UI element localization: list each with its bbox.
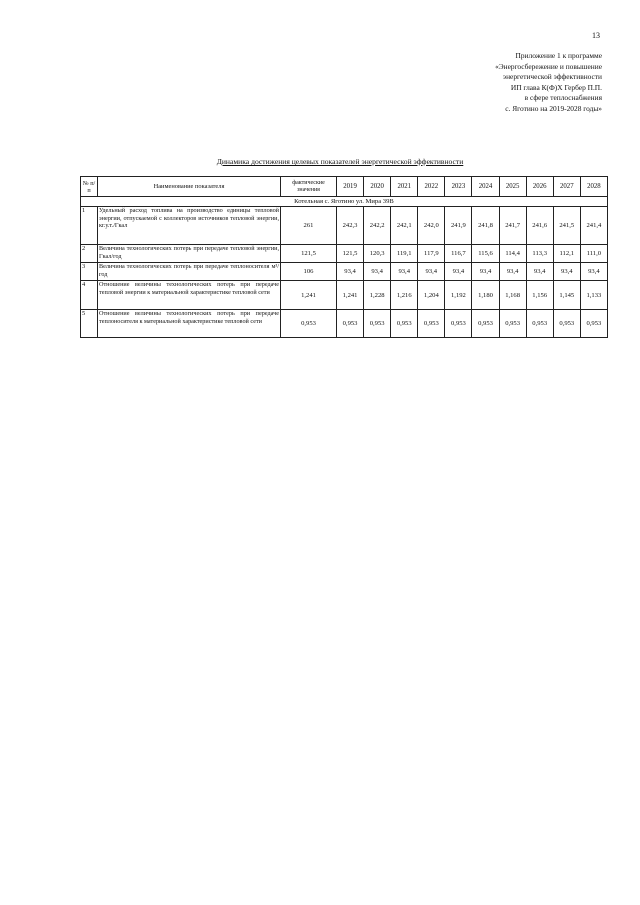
year-value: 0,953 — [472, 310, 499, 338]
indicator-name: Отношение величины технологических потерь при передаче теплоносителя к материальной характеристике тепловой сети — [98, 310, 281, 338]
table-row — [81, 310, 608, 338]
section-row — [81, 197, 608, 207]
year-value: 115,6 — [472, 245, 499, 263]
table-header-row — [81, 177, 608, 197]
column-header-year: 2027 — [553, 177, 580, 197]
year-value: 113,3 — [526, 245, 553, 263]
appendix-line: с. Яготино на 2019-2028 годы» — [505, 103, 602, 113]
year-value: 1,192 — [445, 281, 472, 310]
year-value: 1,156 — [526, 281, 553, 310]
year-value: 93,4 — [580, 263, 607, 281]
actual-value: 1,241 — [281, 281, 337, 310]
year-value: 241,6 — [526, 207, 553, 245]
year-value: 0,953 — [580, 310, 607, 338]
row-number: 3 — [81, 263, 98, 281]
year-value: 241,5 — [553, 207, 580, 245]
appendix-line: энергетической эффективности — [502, 72, 602, 82]
indicators-table — [80, 176, 608, 338]
appendix-line: Приложение 1 к программе — [515, 51, 602, 60]
column-header-name: Наименование показателя — [98, 177, 281, 197]
year-value: 1,145 — [553, 281, 580, 310]
actual-value: 261 — [281, 207, 337, 245]
year-value: 111,0 — [580, 245, 607, 263]
actual-value: 121,5 — [281, 245, 337, 263]
year-value: 1,168 — [499, 281, 526, 310]
year-value: 93,4 — [499, 263, 526, 281]
year-value: 93,4 — [391, 263, 418, 281]
table-row — [81, 263, 608, 281]
column-header-year: 2023 — [445, 177, 472, 197]
table-row — [81, 207, 608, 245]
row-number: 2 — [81, 245, 98, 263]
year-value: 242,0 — [418, 207, 445, 245]
year-value: 241,4 — [580, 207, 607, 245]
indicator-name: Удельный расход топлива на производство единицы тепловой энергии, отпускаемой с коллекторов источников тепловой энергии, кг.у.т./Гкал — [98, 207, 281, 245]
indicator-name: Величина технологических потерь при передаче теплоносителя м³/год — [98, 263, 281, 281]
column-header-number: № п/п — [81, 177, 98, 197]
year-value: 0,953 — [499, 310, 526, 338]
year-value: 241,8 — [472, 207, 499, 245]
year-value: 116,7 — [445, 245, 472, 263]
year-value: 93,4 — [364, 263, 391, 281]
indicator-name: Величина технологических потерь при передаче тепловой энергии, Гкал/год — [98, 245, 281, 263]
year-value: 93,4 — [553, 263, 580, 281]
actual-value: 0,953 — [281, 310, 337, 338]
row-number: 5 — [81, 310, 98, 338]
column-header-actual: фактические значения — [281, 177, 337, 197]
year-value: 242,2 — [364, 207, 391, 245]
row-number: 4 — [81, 281, 98, 310]
actual-value: 106 — [281, 263, 337, 281]
year-value: 1,133 — [580, 281, 607, 310]
year-value: 119,1 — [391, 245, 418, 263]
year-value: 242,3 — [337, 207, 364, 245]
year-value: 114,4 — [499, 245, 526, 263]
year-value: 1,228 — [364, 281, 391, 310]
page-number: 13 — [592, 31, 600, 40]
year-value: 1,180 — [472, 281, 499, 310]
column-header-year: 2019 — [337, 177, 364, 197]
year-value: 93,4 — [472, 263, 499, 281]
column-header-year: 2026 — [526, 177, 553, 197]
year-value: 93,4 — [526, 263, 553, 281]
column-header-year: 2021 — [391, 177, 418, 197]
appendix-line: в сфере теплоснабжения — [524, 93, 602, 103]
year-value: 120,3 — [364, 245, 391, 263]
year-value: 1,216 — [391, 281, 418, 310]
year-value: 0,953 — [553, 310, 580, 338]
year-value: 93,4 — [445, 263, 472, 281]
year-value: 241,9 — [445, 207, 472, 245]
table-body — [81, 207, 608, 338]
year-value: 1,204 — [418, 281, 445, 310]
year-value: 93,4 — [337, 263, 364, 281]
year-value: 0,953 — [364, 310, 391, 338]
year-value: 117,9 — [418, 245, 445, 263]
section-title: Котельная с. Яготино ул. Мира 39В — [81, 197, 608, 207]
year-value: 1,241 — [337, 281, 364, 310]
appendix-line: «Энергосбережение и повышение — [495, 61, 602, 71]
table-row — [81, 281, 608, 310]
table-row — [81, 245, 608, 263]
year-value: 0,953 — [418, 310, 445, 338]
document-title: Динамика достижения целевых показателей энергетической эффективности — [216, 157, 464, 166]
year-value: 112,1 — [553, 245, 580, 263]
year-value: 0,953 — [445, 310, 472, 338]
column-header-year: 2020 — [364, 177, 391, 197]
column-header-year: 2028 — [580, 177, 607, 197]
year-value: 0,953 — [337, 310, 364, 338]
year-value: 121,5 — [337, 245, 364, 263]
column-header-year: 2024 — [472, 177, 499, 197]
year-value: 93,4 — [418, 263, 445, 281]
year-value: 241,7 — [499, 207, 526, 245]
column-header-year: 2025 — [499, 177, 526, 197]
indicator-name: Отношение величины технологических потерь при передаче тепловой энергии к материальной характеристике тепловой сети — [98, 281, 281, 310]
year-value: 0,953 — [526, 310, 553, 338]
row-number: 1 — [81, 207, 98, 245]
year-value: 242,1 — [391, 207, 418, 245]
column-header-year: 2022 — [418, 177, 445, 197]
appendix-line: ИП глава К(Ф)Х Гербер П.П. — [510, 82, 602, 92]
appendix-note — [382, 51, 602, 115]
year-value: 0,953 — [391, 310, 418, 338]
